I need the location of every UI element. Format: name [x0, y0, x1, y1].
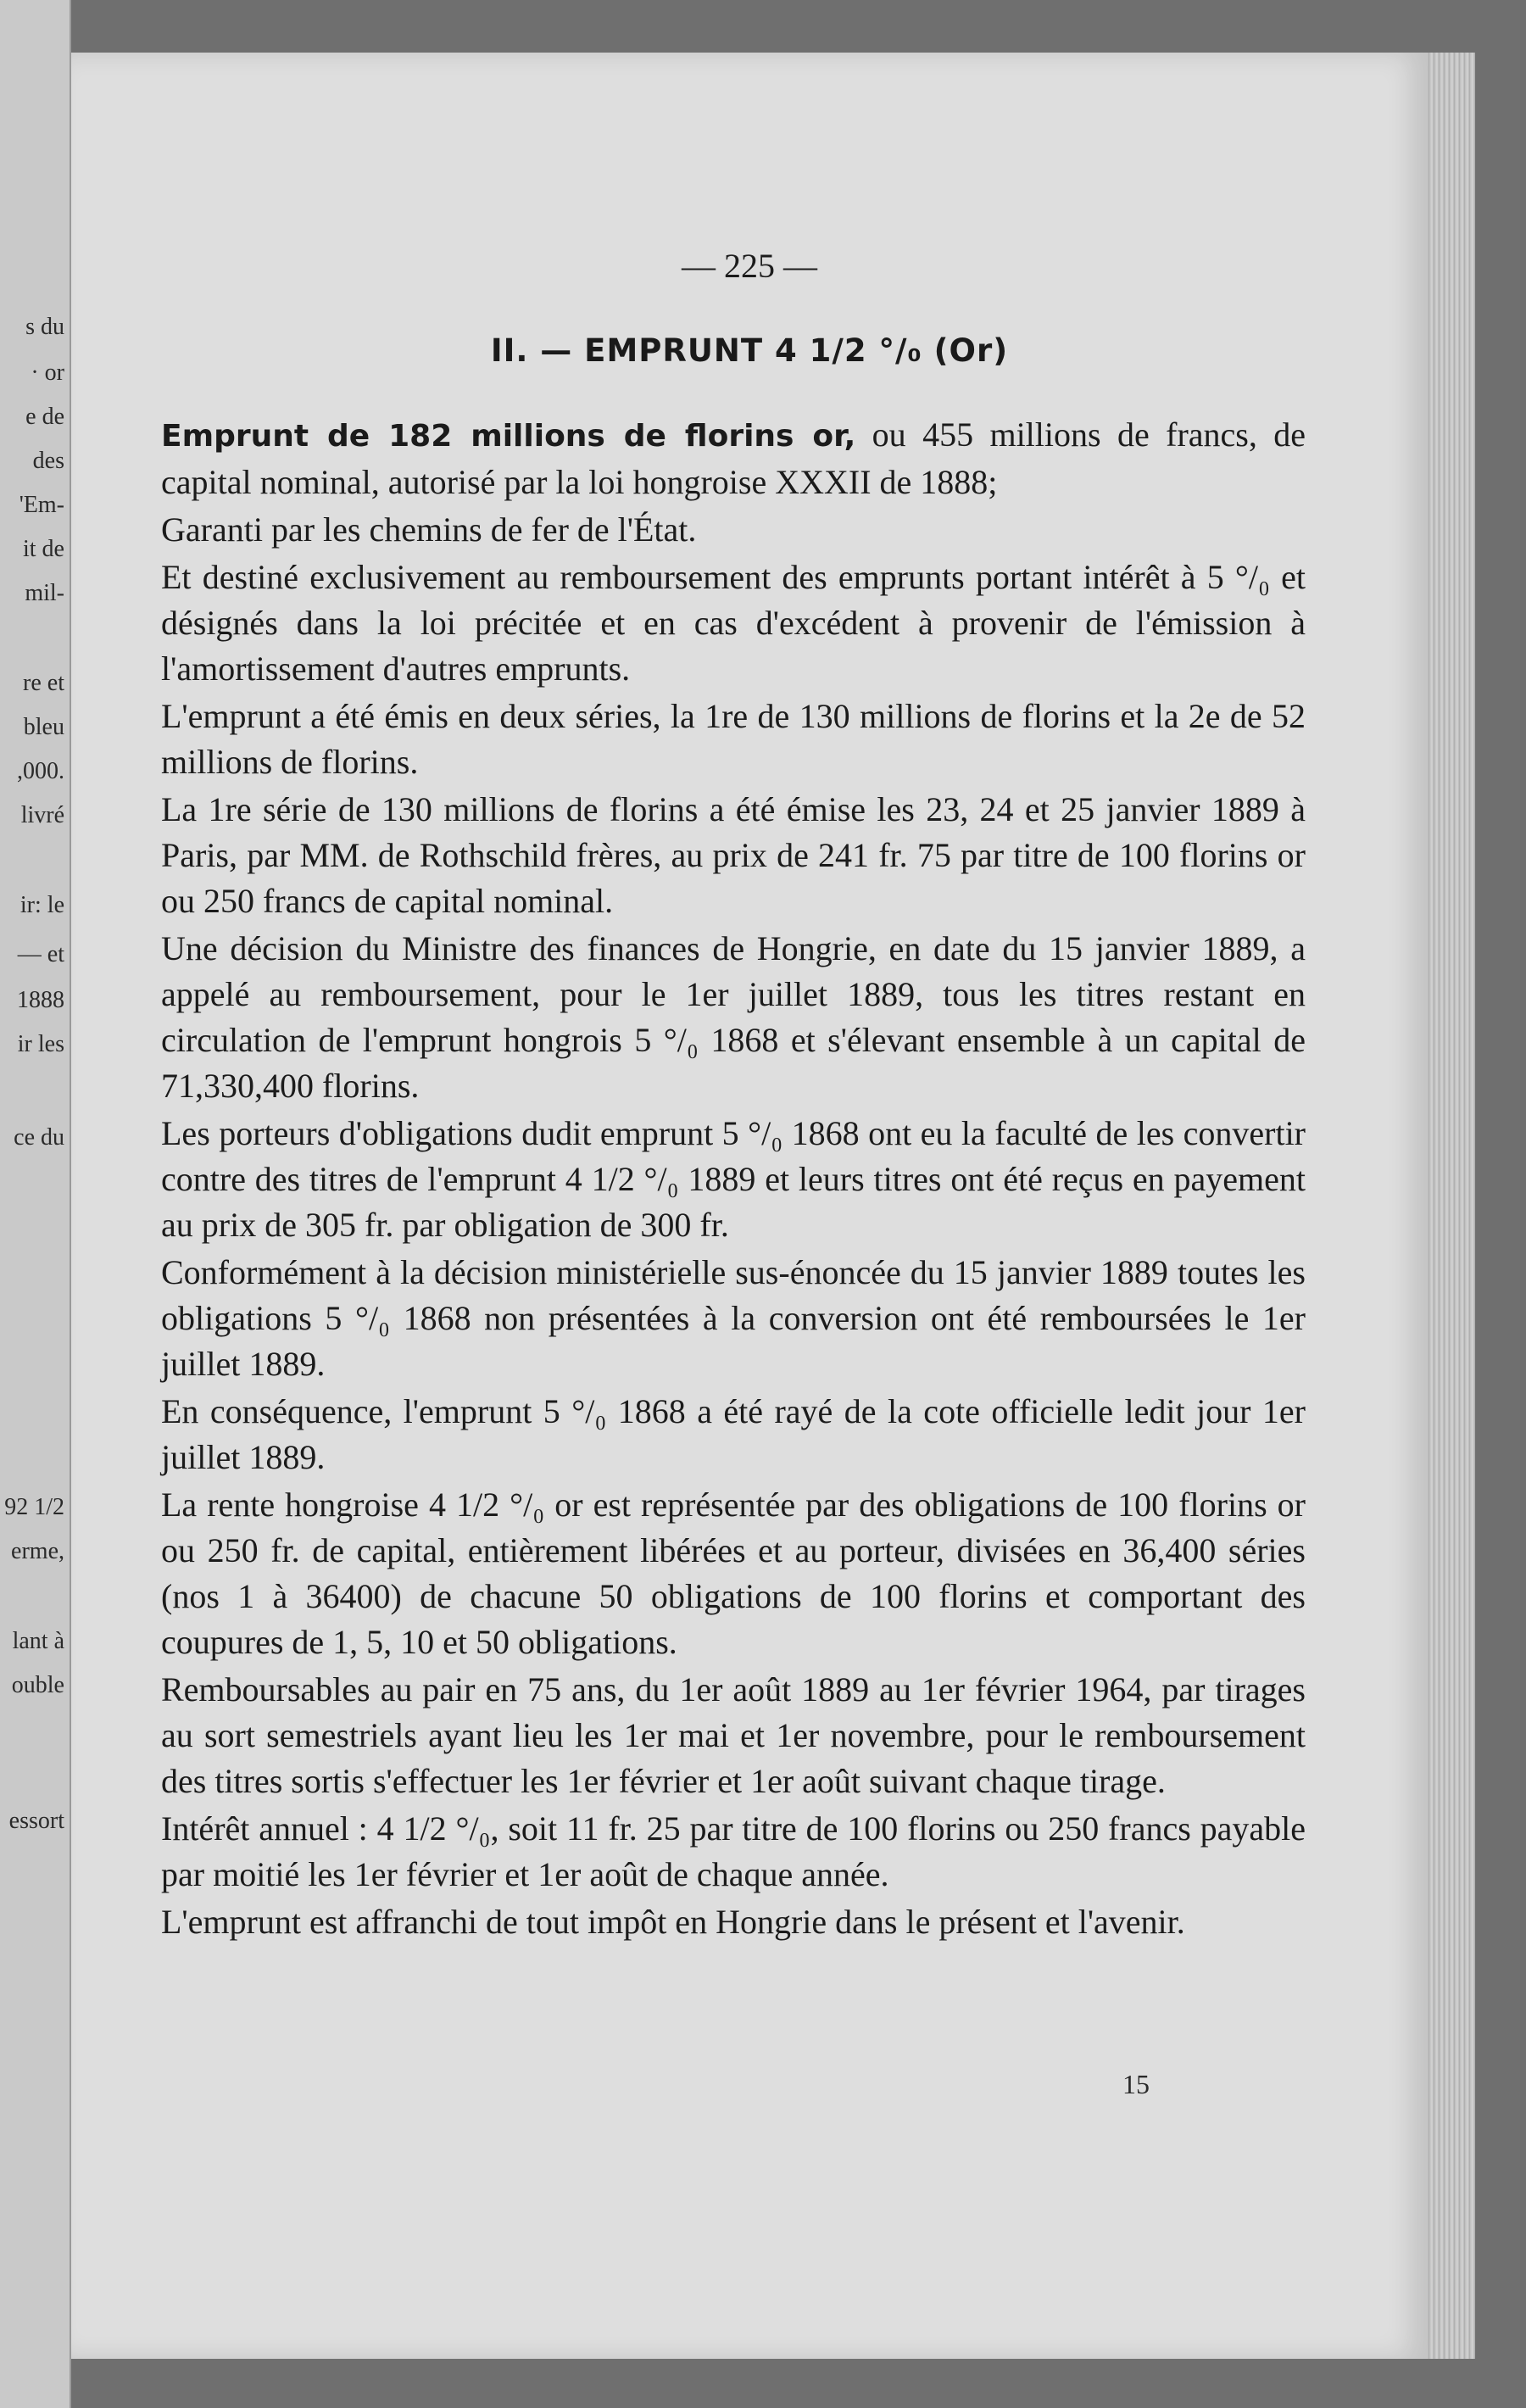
left-page-fragment: — et: [17, 941, 64, 967]
body-text: [161, 412, 1306, 1947]
left-page-fragment: des: [32, 448, 64, 474]
left-page-fragment: 92 1/2: [4, 1494, 64, 1520]
left-page-fragment: ,000.: [17, 758, 64, 784]
left-page-fragment: ir les: [17, 1031, 64, 1057]
left-page-fragment: bleu: [23, 714, 64, 740]
left-page-fragment: s du: [25, 314, 64, 340]
left-page-fragment: erme,: [11, 1538, 64, 1564]
paragraph: Les porteurs d'obligations dudit emprunt 5 °/₀ 1868 ont eu la faculté de les convertir contre des titres de l'emprunt 4 1/2 °/₀ 1889 et leurs titres ont été reçus en payement au prix de 305 fr. par obligation de 300 fr.: [161, 1114, 1306, 1244]
paragraph: En conséquence, l'emprunt 5 °/₀ 1868 a été rayé de la cote officielle ledit jour 1er juillet 1889.: [161, 1392, 1306, 1476]
paragraph: L'emprunt a été émis en deux séries, la 1re de 130 millions de florins et la 2e de 52 millions de florins.: [161, 697, 1306, 781]
book-page: [71, 53, 1428, 2359]
paragraph: [161, 412, 1306, 505]
paragraph: La rente hongroise 4 1/2 °/₀ or est représentée par des obligations de 100 florins or ou 250 fr. de capital, entièrement libérées et au porteur, divisées en 36,400 séries (nos 1 à 36400) de chacune 50 obligations de 100 florins et comportant des coupures de 1, 5, 10 et 50 obligations.: [161, 1485, 1306, 1661]
page-number: — 225 —: [682, 247, 817, 285]
paragraph: Une décision du Ministre des finances de Hongrie, en date du 15 janvier 1889, a appelé au remboursement, pour le 1er juillet 1889, tous les titres restant en circulation de l'emprunt hongrois 5 °/₀ 1868 et s'élevant ensemble à un capital de 71,330,400 florins.: [161, 929, 1306, 1105]
paragraph: Garanti par les chemins de fer de l'État.: [161, 510, 697, 549]
adjacent-page-margin: [0, 0, 71, 2408]
paragraph: Remboursables au pair en 75 ans, du 1er août 1889 au 1er février 1964, par tirages au sort semestriels ayant lieu les 1er mai et 1er novembre, pour le remboursement des titres sortis s'effectuer les 1er février et 1er août suivant chaque tirage.: [161, 1670, 1306, 1800]
paragraph: Conformément à la décision ministérielle sus-énoncée du 15 janvier 1889 toutes les obligations 5 °/₀ 1868 non présentées à la conversion ont été remboursées le 1er juillet 1889.: [161, 1253, 1306, 1383]
section-title: II. — EMPRUNT 4 1/2 °/₀ (Or): [490, 332, 1009, 369]
left-page-fragment: ce du: [14, 1124, 64, 1151]
left-page-fragment: mil-: [25, 580, 64, 606]
paragraph: Et destiné exclusivement au remboursement des emprunts portant intérêt à 5 °/₀ et désignés dans la loi précitée et en cas d'excédent à provenir de l'émission à l'amortissement d'autres emprunts.: [161, 558, 1306, 688]
left-page-fragment: ir: le: [19, 892, 64, 918]
left-page-fragment: essort: [8, 1808, 64, 1834]
paragraph: L'emprunt est affranchi de tout impôt en Hongrie dans le présent et l'avenir.: [161, 1903, 1185, 1941]
left-page-fragment: 1888: [17, 987, 64, 1013]
paragraph: La 1re série de 130 millions de florins a été émise les 23, 24 et 25 janvier 1889 à Paris, par MM. de Rothschild frères, au prix de 241 fr. 75 par titre de 100 florins or ou 250 francs de capital nominal.: [161, 790, 1306, 920]
paragraph-lead: Emprunt de 182 millions de florins or,: [161, 419, 856, 454]
signature-mark: 15: [1122, 2069, 1150, 2099]
left-page-fragment: 'Em-: [19, 492, 64, 518]
left-page-fragment: it de: [23, 536, 64, 562]
left-page-fragment: ouble: [11, 1672, 64, 1698]
left-page-fragment: e de: [25, 404, 64, 430]
left-page-fragment: · or: [31, 360, 64, 386]
left-page-fragment: re et: [23, 670, 64, 696]
paragraph: Intérêt annuel : 4 1/2 °/₀, soit 11 fr. 25 par titre de 100 florins ou 250 francs payable par moitié les 1er février et 1er août de chaque année.: [161, 1809, 1306, 1893]
left-page-fragment: livré: [20, 802, 64, 828]
page-stack-edge: [1424, 53, 1475, 2359]
paragraph-text: ou 455 millions de francs, de capital nominal, autorisé par la loi hongroise XXXII de 1888;: [161, 415, 1306, 501]
left-page-fragment: lant à: [12, 1628, 64, 1654]
